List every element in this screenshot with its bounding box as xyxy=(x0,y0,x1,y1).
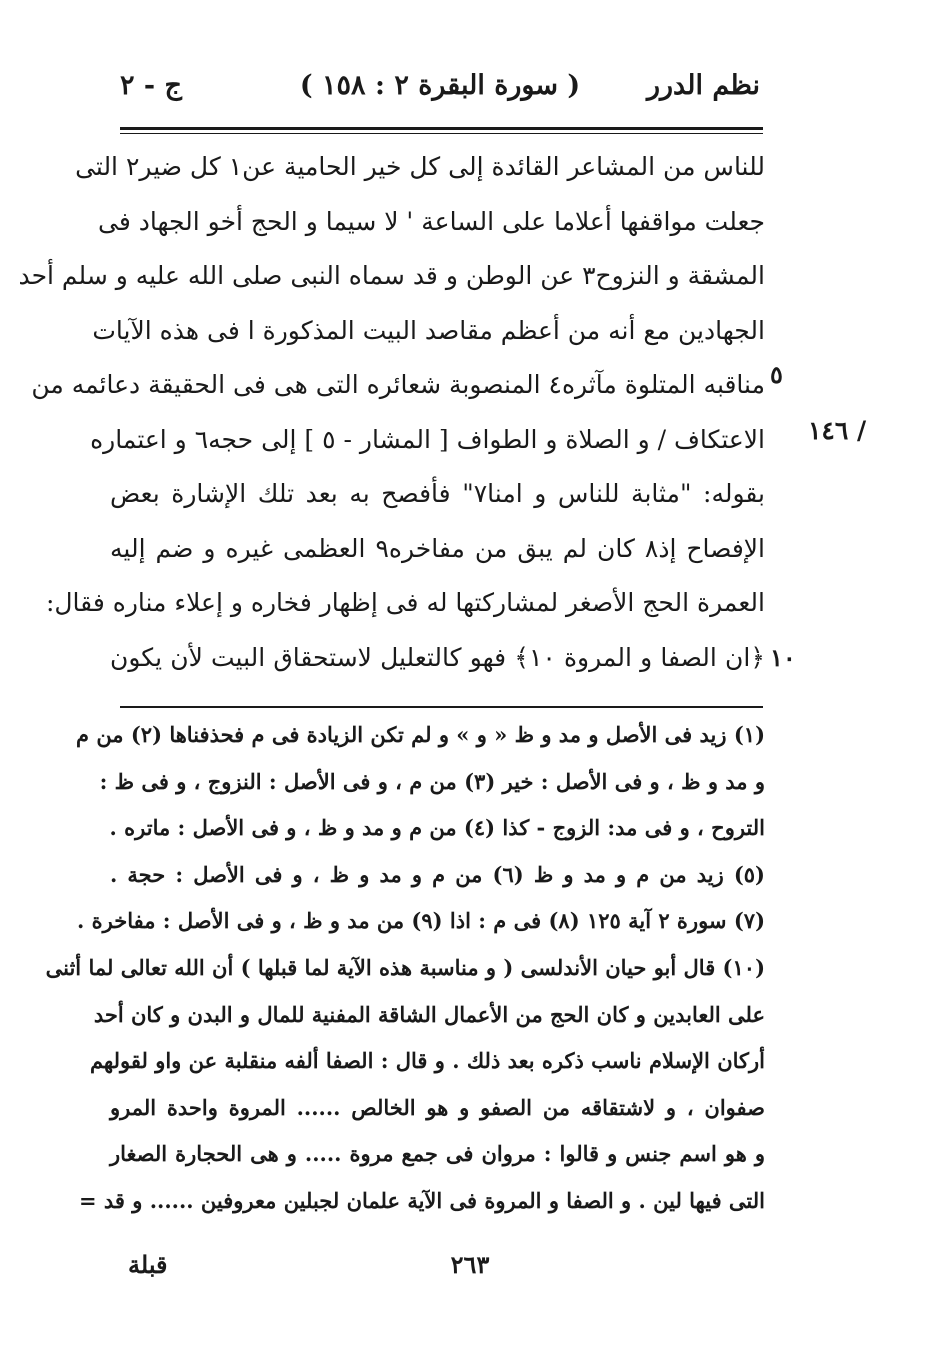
text-line: الإفصاح إذ٨ كان لم يبق من مفاخره٩ العظمى غيره و ضم إليه xyxy=(110,533,765,563)
text-line: مناقبه المتلوة مآثره٤ المنصوبة شعائره التى هى فى الحقيقة دعائمه من xyxy=(31,370,765,399)
text-line: للناس من المشاعر القائدة إلى كل خير الحامية عن١ كل ضير٢ التى xyxy=(75,152,765,181)
header-rule-thick xyxy=(120,127,763,130)
footnotes-block xyxy=(45,712,765,1225)
text-line: ﴿ان الصفا و المروة ١٠﴾ فهو كالتعليل لاستحقاق البيت لأن يكون xyxy=(110,642,765,672)
footnote-line: و هو اسم جنس و قالوا : مروان فى جمع مروة ..... و هى الحجارة الصغار xyxy=(110,1141,765,1167)
footnote-line: (١) زيد فى الأصل و مد و ظ « و » و لم تكن الزيادة فى م فحذفناها (٢) من م xyxy=(76,722,765,747)
line-number-5: ٥ xyxy=(770,360,783,389)
text-line: العمرة الحج الأصغر لمشاركتها له فى إظهار فخاره و إعلاء مناره فقال: xyxy=(45,588,765,617)
footnote-line: (٧) سورة ٢ آية ١٢٥ (٨) فى م : اذا (٩) من مد و ظ ، و فى الأصل : مفاخرة . xyxy=(77,908,765,934)
text-line: المشقة و النزوح٣ عن الوطن و قد سماه النبى صلى الله عليه و سلم أحد xyxy=(18,261,765,290)
main-text-block xyxy=(18,140,765,685)
catchword: قبلة xyxy=(128,1250,168,1279)
footnote-line: أركان الإسلام ناسب ذكره بعد ذلك . و قال : الصفا ألفه منقلبة عن واو لقولهم xyxy=(89,1048,765,1074)
footnote-line: التى فيها لين . و الصفا و المروة فى الآية علمان لجبلين معروفين ...... و قد = xyxy=(79,1187,765,1213)
footnote-line: التروح ، و فى مد: الزوج - كذا (٤) من م و مد و ظ ، و فى الأصل : ماتره . xyxy=(109,815,765,841)
text-line: الجهادين مع أنه من أعظم مقاصد البيت المذكورة ا فى هذه الآيات xyxy=(92,315,765,345)
header-rule-thin xyxy=(120,133,763,134)
footnote-rule xyxy=(120,706,763,708)
book-title: نظم الدرر xyxy=(646,70,760,101)
volume-number: ج - ٢ xyxy=(120,70,182,101)
text-line: الاعتكاف / و الصلاة و الطواف [ المشار - ٥ ] إلى حجه٦ و اعتماره xyxy=(90,424,765,454)
footnote-line: صفوان ، و لاشتقاقه من الصفو و هو الخالص ...... المروة واحدة المرو xyxy=(110,1094,765,1120)
surah-reference: ( سورة البقرة ٢ : ١٥٨ ) xyxy=(299,70,581,101)
text-line: جعلت مواقفها أعلاما على الساعة ' لا سيما و الحج أخو الجهاد فى xyxy=(98,206,765,236)
line-number-10: ١٠ xyxy=(770,643,796,672)
footnote-line: (١٠) قال أبو حيان الأندلسى ( و مناسبة هذه الآية لما قبلها ) أن الله تعالى لما أثنى xyxy=(45,954,765,980)
manuscript-folio-ref: ١٤٦ / xyxy=(808,416,867,445)
page-number: ٢٦٣ xyxy=(450,1250,490,1279)
footnote-line: على العابدين و كان الحج من الأعمال الشاقة المفنية للمال و البدن و كان أحد xyxy=(93,1001,765,1027)
running-head xyxy=(120,62,760,112)
footnote-line: و مد و ظ ، و فى الأصل : خير (٣) من م ، و فى الأصل : النزوج ، و فى ظ : xyxy=(99,768,765,794)
text-line: بقوله: "مثابة للناس و امنا٧" فأفصح به بعد تلك الإشارة بعض xyxy=(110,479,765,508)
footnote-line: (٥) زيد من م و مد و ظ (٦) من م و مد و ظ ، و فى الأصل : حجة . xyxy=(110,861,765,887)
